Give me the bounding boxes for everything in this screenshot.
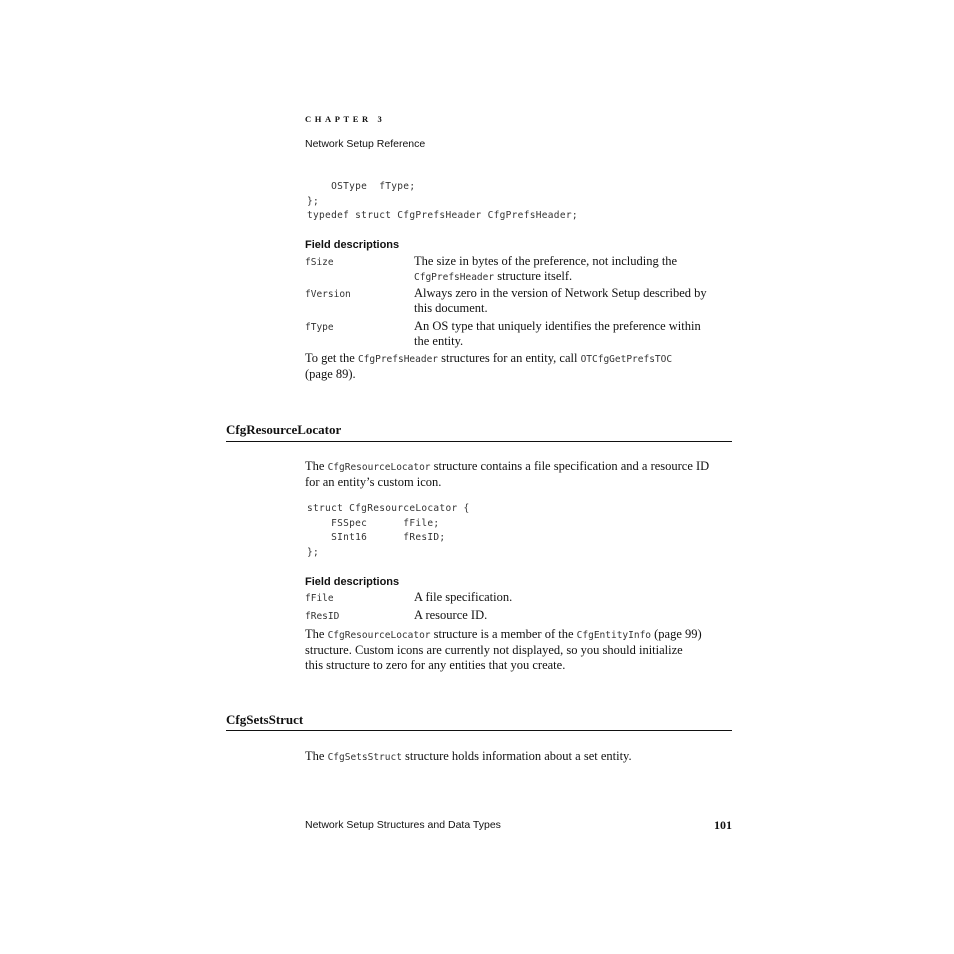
inline-text: (page 89). [305,367,356,381]
field-descriptions-heading: Field descriptions [305,239,400,251]
link-otcfg-get-prefs-toc[interactable]: OTCfgGetPrefsTOC [580,354,673,365]
field-description [414,286,734,316]
code-line: FSSpec fFile; [307,517,440,529]
section-heading-cfg-sets-struct: CfgSetsStruct [226,712,304,727]
section-rule [226,730,732,731]
field-term: fType [305,322,334,333]
field-description [414,319,734,349]
inline-code: CfgSetsStruct [327,752,402,763]
field-descriptions-heading: Field descriptions [305,576,400,588]
code-line: }; [307,195,320,207]
field-term: fSize [305,257,334,268]
field-term: fVersion [305,289,351,300]
inline-text: structure is a member of the [430,627,577,641]
inline-code: CfgResourceLocator [327,630,431,641]
code-line: struct CfgResourceLocator { [307,503,470,514]
paragraph-resource-locator-member [305,627,745,673]
code-line: typedef struct CfgPrefsHeader CfgPrefsHeader; [307,210,578,221]
code-line: SInt16 fResID; [307,532,446,543]
field-description-line: this document. [414,301,488,315]
section-rule [226,441,732,442]
paragraph-prefs-toc [305,351,735,382]
field-description: A resource ID. [414,608,488,622]
inline-text: structure. Custom icons are currently not displayed, so you should initialize [305,643,683,657]
field-description-line: An OS type that uniquely identifies the preference within [414,319,701,333]
inline-text: for an entity’s custom icon. [305,475,442,489]
inline-code: CfgPrefsHeader [414,272,495,283]
section-heading-cfg-resource-locator: CfgResourceLocator [226,422,342,437]
chapter-label: CHAPTER 3 [305,114,386,124]
inline-code: CfgPrefsHeader [357,354,439,365]
inline-text: The [305,627,328,641]
inline-text: The [305,749,328,763]
inline-text: To get the [305,351,358,365]
inline-text: this structure to zero for any entities that you create. [305,658,566,672]
inline-text: (page 99) [651,627,702,641]
footer-title: Network Setup Structures and Data Types [305,819,501,831]
inline-text: structure contains a file specification and a resource ID [430,459,710,473]
code-block-prefs-header [307,180,578,224]
field-description-line: The size in bytes of the preference, not including the [414,254,678,268]
code-line: }; [307,546,320,558]
field-term: fResID [305,611,340,622]
running-title: Network Setup Reference [305,138,426,150]
field-term: fFile [305,593,334,604]
paragraph-sets-struct-intro [305,749,735,765]
code-line: OSType fType; [307,181,416,192]
inline-text: The [305,459,328,473]
field-description-line: Always zero in the version of Network Setup described by [414,286,707,300]
field-description: A file specification. [414,590,513,604]
inline-text: structures for an entity, call [438,351,581,365]
paragraph-resource-locator-intro [305,459,735,490]
field-description-line [414,269,734,285]
field-description [414,254,734,285]
field-description-line: the entity. [414,334,464,348]
page-number: 101 [714,818,732,832]
inline-text: structure holds information about a set entity. [401,749,632,763]
link-cfg-entity-info[interactable]: CfgEntityInfo [576,630,652,641]
code-block-resource-locator [307,502,470,560]
inline-text: structure itself. [494,269,573,283]
inline-code: CfgResourceLocator [327,462,431,473]
